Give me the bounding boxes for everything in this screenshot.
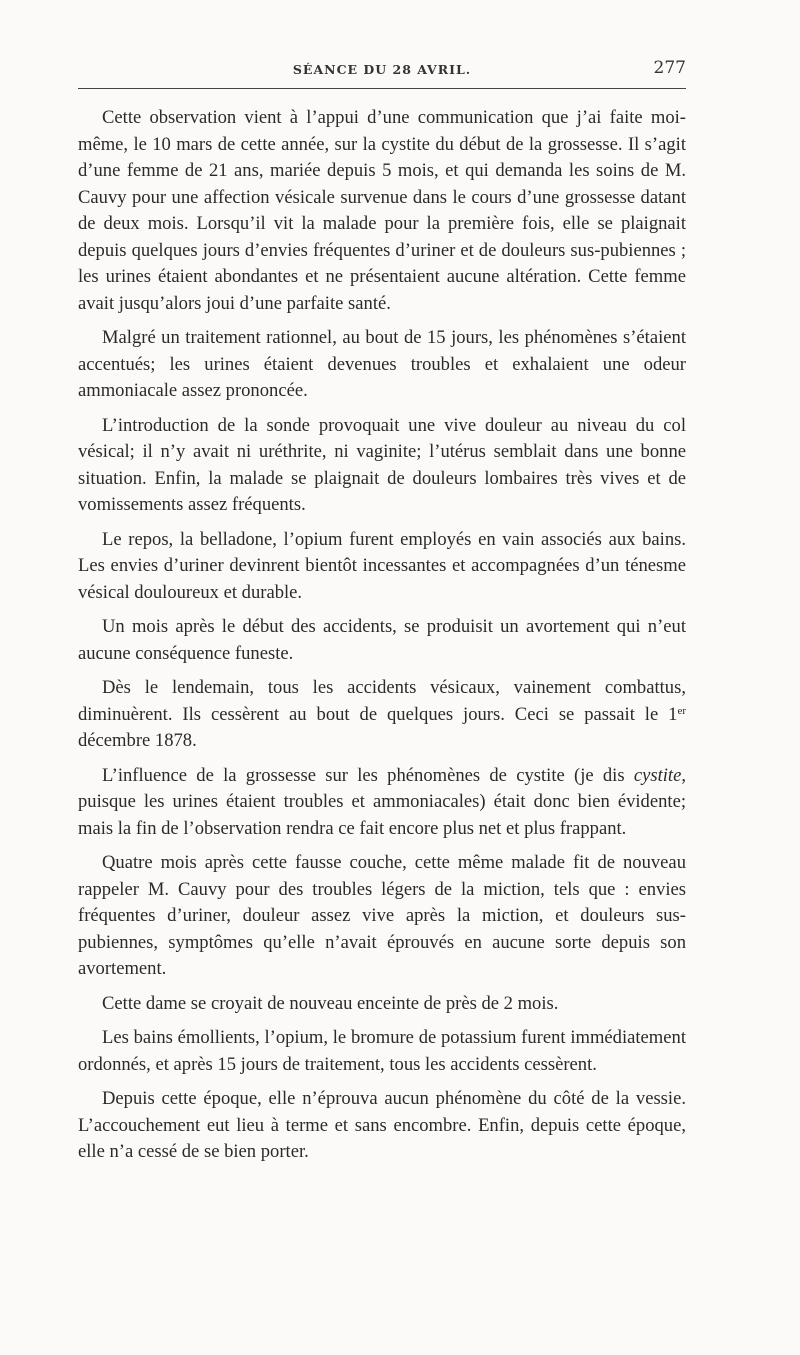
body-text [78,105,686,1166]
ordinal-superscript: er [677,704,686,717]
running-title: SÉANCE DU 28 AVRIL. [292,62,472,77]
running-header [78,56,686,88]
paragraph-8: Quatre mois après cette fausse couche, cette même malade fit de nouveau rappeler M. Cauvy pour des troubles légers de la miction, tels que : envies fréquentes d’uriner, douleur assez vive après la miction, et douleurs sus-pubiennes, symptômes qu’elle n’avait éprouvés en aucune sorte depuis son avortement. [78,852,686,979]
paragraph-7-text-b: , puisque les urines étaient troubles et ammoniacales) était donc bien évidente; mais la fin de l’observation rendra ce fait encore plus net et plus frappant. [78,764,686,839]
paragraph-7 [78,763,686,843]
paragraph-1: Cette observation vient à l’appui d’une communication que j’ai faite moi-même, le 10 mars de cette année, sur la cystite du début de la grossesse. Il s’agit d’une femme de 21 ans, mariée depuis 5 mois, et qui demanda les soins de M. Cauvy pour une affection vésicale survenue dans le cours d’une grossesse datant de deux mois. Lorsqu’il vit la malade pour la première fois, elle se plaignait depuis quelques jours d’envies fréquentes d’uriner et de douleurs sus-pubiennes ; les urines étaient abondantes et ne présentaient aucune altération. Cette femme avait jusqu’alors joui d’une parfaite santé. [78,107,686,314]
paragraph-6-text-b: décembre 1878. [78,730,197,751]
paragraph-7-text-a: L’influence de la grossesse sur les phénomènes de cystite (je dis [102,764,634,786]
paragraph-3: L’introduction de la sonde provoquait une vive douleur au niveau du col vésical; il n’y avait ni uréthrite, ni vaginite; l’utérus semblait dans une bonne situation. Enfin, la malade se plaignait de douleurs lombaires très vives et de vomissements assez fréquents. [78,414,686,515]
paragraph-10: Les bains émollients, l’opium, le bromure de potassium furent immédiatement ordonnés, et après 15 jours de traitement, tous les accidents cessèrent. [78,1027,686,1075]
book-page [78,56,686,1166]
paragraph-2: Malgré un traitement rationnel, au bout de 15 jours, les phénomènes s’étaient accentués; les urines étaient devenues troubles et exhalaient une odeur ammoniacale assez prononcée. [78,327,686,401]
header-rule [78,88,686,89]
paragraph-4: Le repos, la belladone, l’opium furent employés en vain associés aux bains. Les envies d’uriner devinrent bientôt incessantes et accompagnées d’un ténesme vésical douloureux et durable. [78,528,686,603]
italic-term: cystite [633,764,682,786]
paragraph-9: Cette dame se croyait de nouveau enceinte de près de 2 mois. [102,992,559,1014]
paragraph-6-text-a: Dès le lendemain, tous les accidents vésicaux, vainement combattus, diminuèrent. Ils cessèrent au bout de quelques jours. Ceci se passait le 1 [78,677,686,725]
paragraph-6 [78,675,686,755]
paragraph-11: Depuis cette époque, elle n’éprouva aucun phénomène du côté de la vessie. L’accouchement eut lieu à terme et sans encombre. Enfin, depuis cette époque, elle n’a cessé de se bien porter. [78,1088,686,1162]
paragraph-5: Un mois après le début des accidents, se produisit un avortement qui n’eut aucune conséquence funeste. [78,616,686,664]
page-number: 277 [653,58,686,78]
